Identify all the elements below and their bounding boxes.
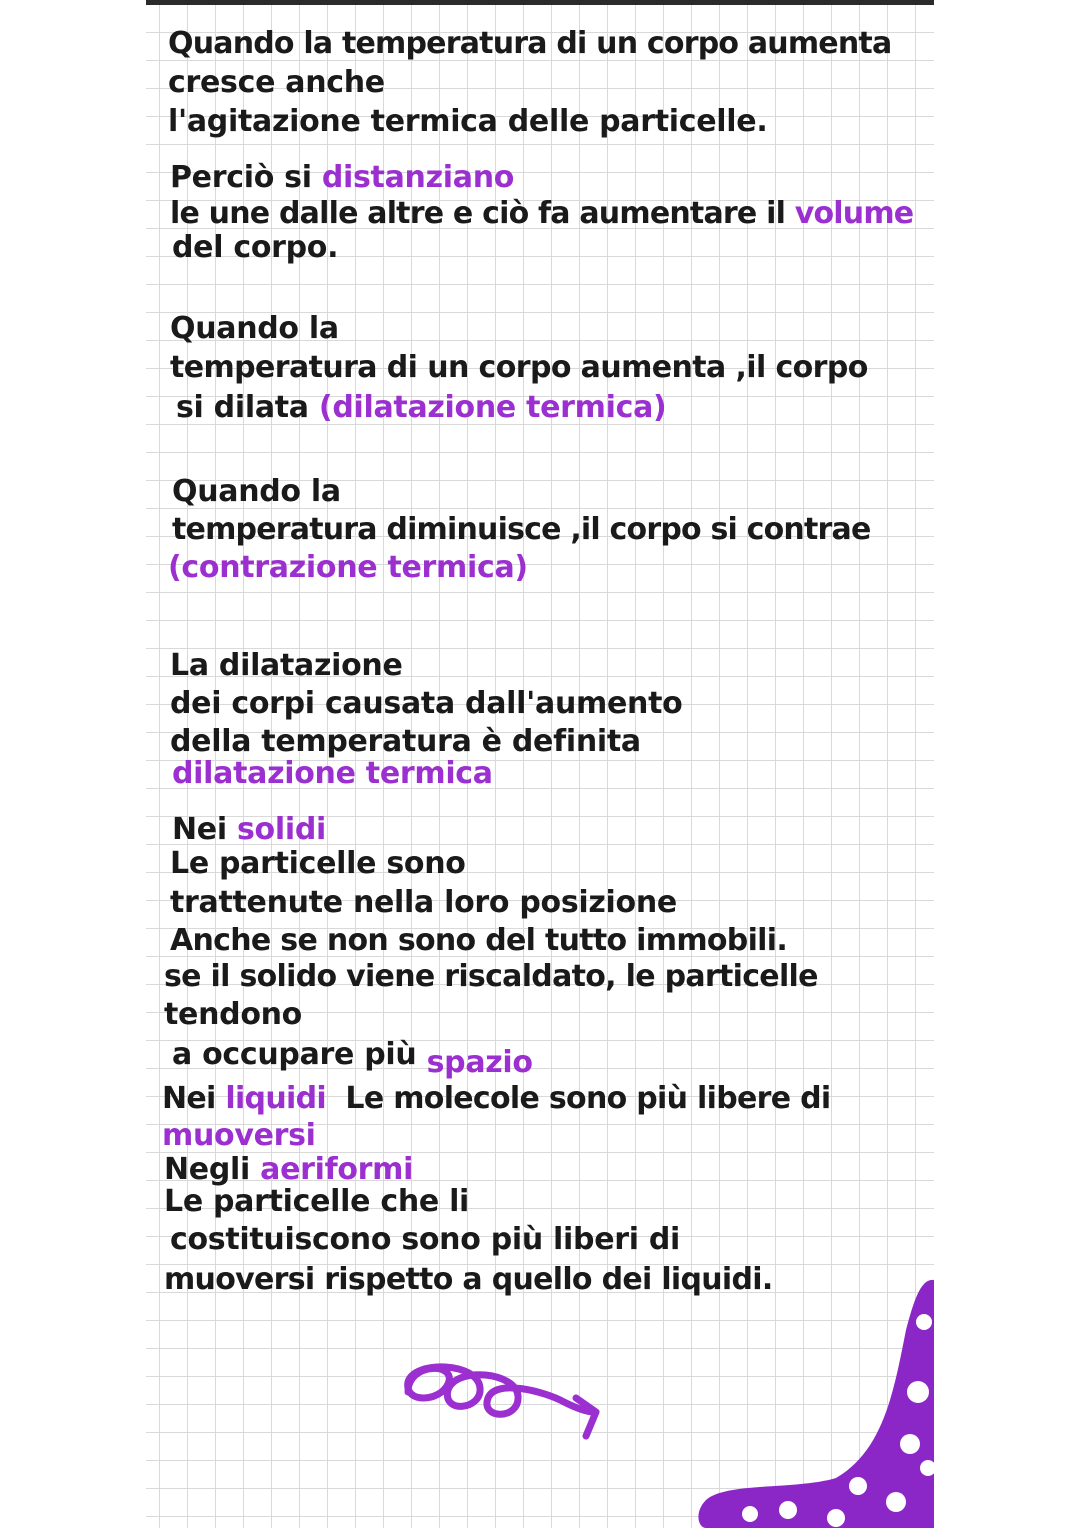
note-line: costituiscono sono più liberi di [170,1222,681,1257]
note-text: si dilata [176,390,319,425]
note-line: Quando la [172,474,341,509]
note-line: se il solido viene riscaldato, le particelle [164,959,818,994]
note-text: le une dalle altre e ciò fa aumentare il [170,196,795,231]
note-text: a occupare più [172,1037,427,1072]
highlight-term: (dilatazione termica) [318,390,667,425]
note-text: Nei [162,1081,226,1116]
note-line: tendono [164,997,302,1032]
note-line: Quando la temperatura di un corpo aumenta [168,26,892,61]
notebook-page [146,0,934,1528]
note-line: temperatura di un corpo aumenta ,il corpo [170,350,868,385]
note-line: Anche se non sono del tutto immobili. [170,923,788,958]
note-line: dei corpi causata dall'aumento [170,686,683,721]
highlight-term: (contrazione termica) [168,550,528,585]
note-text: Negli [164,1152,261,1187]
note-line: temperatura diminuisce ,il corpo si contrae [172,512,871,547]
highlight-term: muoversi [162,1118,316,1153]
highlight-term: volume [794,196,914,231]
note-line: l'agitazione termica delle particelle. [168,104,768,139]
highlight-term: spazio [426,1045,533,1080]
polka-dot-blob [146,0,934,1528]
note-line: del corpo. [172,230,339,265]
note-line: Le particelle che li [164,1184,470,1219]
note-text: Le molecole sono più libere di [325,1081,831,1116]
note-text: Perciò si [170,160,322,195]
note-line: Le particelle sono [170,846,466,881]
highlight-term: liquidi [225,1081,326,1116]
note-text: Nei [172,812,237,847]
note-line: muoversi rispetto a quello dei liquidi. [164,1262,773,1297]
highlight-term: distanziano [321,160,515,195]
note-line: cresce anche [168,65,385,100]
note-line: La dilatazione [170,648,403,683]
note-line: trattenute nella loro posizione [170,885,677,920]
note-line: della temperatura è definita [170,724,641,759]
highlight-term: dilatazione termica [172,756,493,791]
note-line: Quando la [170,311,339,346]
highlight-term: solidi [236,812,326,847]
highlight-term: aeriformi [260,1152,414,1187]
